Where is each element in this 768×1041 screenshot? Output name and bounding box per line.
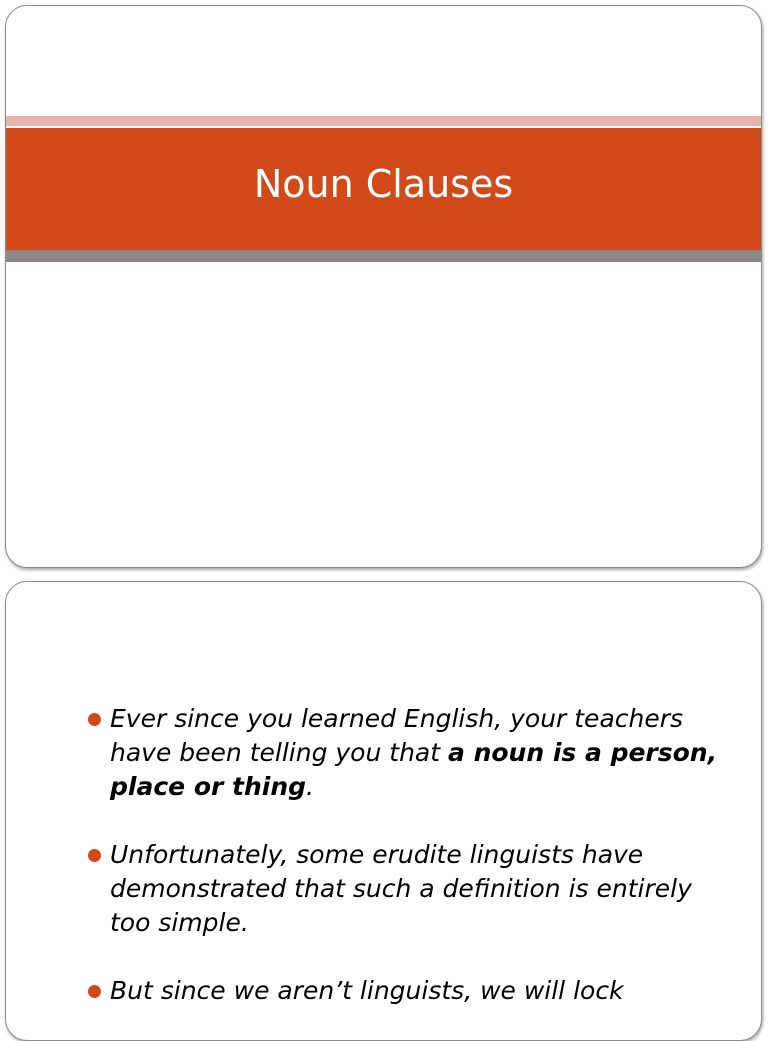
bullet-text: Ever since you learned English, your teachers have been telling you that	[110, 704, 684, 767]
bullet-bold-text: a noun is a person, place or thing	[110, 738, 718, 801]
content-slide	[5, 581, 762, 1041]
bullet-dot-icon	[88, 713, 101, 726]
bullet-dot-icon	[88, 985, 101, 998]
bullet-item	[88, 838, 738, 940]
bullet-item	[88, 702, 738, 804]
bullet-list	[88, 702, 738, 1041]
title-band-top-stripe	[6, 116, 761, 126]
title-band-bottom-stripe	[6, 250, 761, 262]
bullet-item	[88, 974, 738, 1008]
title-slide	[5, 5, 762, 568]
bullet-text: Unfortunately, some erudite linguists have demonstrated that such a definition is entirely too simple.	[110, 840, 692, 937]
title-band	[6, 128, 761, 250]
bullet-dot-icon	[88, 849, 101, 862]
bullet-text-end: .	[306, 772, 314, 801]
bullet-text: But since we aren’t linguists, we will lock	[110, 976, 624, 1005]
slide-title: Noun Clauses	[253, 162, 514, 206]
